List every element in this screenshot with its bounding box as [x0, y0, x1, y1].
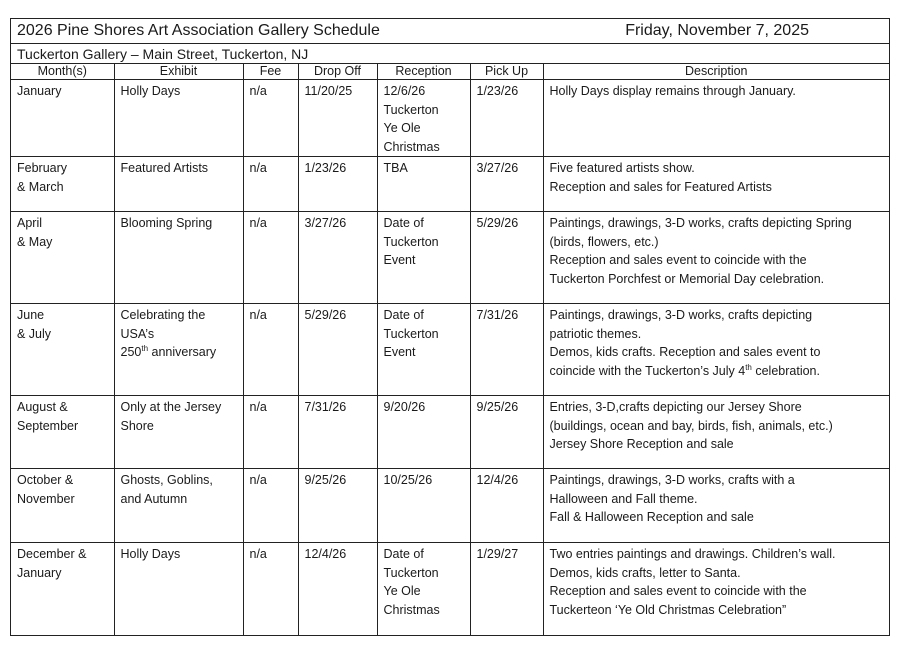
pick-up-cell: 1/29/27 — [470, 543, 543, 635]
exhibit-anniversary-number: 250 — [120, 345, 142, 359]
document-title: 2026 Pine Shores Art Association Gallery Schedule — [17, 22, 380, 39]
reception-cell: Date of Tuckerton Event — [377, 212, 470, 304]
fee-cell: n/a — [243, 396, 298, 469]
pick-up-cell: 1/23/26 — [470, 80, 543, 157]
gallery-schedule-document — [10, 18, 890, 636]
gallery-location: Tuckerton Gallery – Main Street, Tuckerton, NJ — [17, 45, 309, 62]
pick-up-cell: 5/29/26 — [470, 212, 543, 304]
col-header-exhibit: Exhibit — [114, 64, 243, 80]
description-cell: Two entries paintings and drawings. Children’s wall. Demos, kids crafts, letter to Santa. Reception and sales event to coincide with the Tuckerteon ‘Ye Old Christmas Celebration” — [549, 547, 836, 617]
description-line-start: coincide with the Tuckerton’s July 4 — [549, 363, 746, 378]
table-row — [11, 543, 889, 635]
drop-off-cell: 12/4/26 — [298, 543, 377, 635]
exhibit-cell: Holly Days — [114, 543, 243, 635]
exhibit-line: USA’s — [120, 326, 155, 341]
reception-cell: TBA — [377, 157, 470, 212]
col-header-pick-up: Pick Up — [470, 64, 543, 80]
reception-cell: Date of Tuckerton Event — [377, 304, 470, 396]
fee-cell: n/a — [243, 80, 298, 157]
reception-cell: Date of Tuckerton Ye Ole Christmas — [377, 543, 470, 635]
drop-off-cell: 1/23/26 — [298, 157, 377, 212]
drop-off-cell: 9/25/26 — [298, 469, 377, 543]
fee-cell: n/a — [243, 543, 298, 635]
drop-off-cell: 3/27/26 — [298, 212, 377, 304]
pick-up-cell: 3/27/26 — [470, 157, 543, 212]
reception-cell: 10/25/26 — [377, 469, 470, 543]
table-row — [11, 157, 889, 212]
table-row — [11, 469, 889, 543]
col-header-reception: Reception — [377, 64, 470, 80]
pick-up-cell: 12/4/26 — [470, 469, 543, 543]
table-row — [11, 304, 889, 396]
description-line — [550, 362, 884, 381]
reception-cell: 9/20/26 — [377, 396, 470, 469]
col-header-fee: Fee — [243, 64, 298, 80]
months-cell: December & January — [11, 543, 114, 635]
col-header-drop-off: Drop Off — [298, 64, 377, 80]
exhibit-cell: Ghosts, Goblins, and Autumn — [114, 469, 243, 543]
document-date: Friday, November 7, 2025 — [625, 22, 809, 39]
fee-cell: n/a — [243, 212, 298, 304]
pick-up-cell: 9/25/26 — [470, 396, 543, 469]
months-cell: August & September — [11, 396, 114, 469]
description-cell: Paintings, drawings, 3-D works, crafts with a Halloween and Fall theme. Fall & Halloween Reception and sale — [543, 469, 889, 543]
exhibit-line-tail: anniversary — [148, 345, 217, 359]
table-row — [11, 212, 889, 304]
months-cell: January — [11, 80, 114, 157]
table-row — [11, 396, 889, 469]
description-cell: Paintings, drawings, 3-D works, crafts depicting Spring (birds, flowers, etc.) Reception and sales event to coincide with the Tuckerton Porchfest or Memorial Day celebration. — [543, 212, 889, 304]
fee-cell: n/a — [243, 157, 298, 212]
drop-off-cell: 5/29/26 — [298, 304, 377, 396]
table-header-row — [11, 64, 889, 80]
col-header-description: Description — [543, 64, 889, 80]
exhibit-cell: Only at the Jersey Shore — [114, 396, 243, 469]
months-cell: April & May — [11, 212, 114, 304]
exhibit-cell: Featured Artists — [114, 157, 243, 212]
months-cell: February & March — [11, 157, 114, 212]
table-row — [11, 80, 889, 157]
exhibit-line: Celebrating the — [120, 308, 206, 322]
description-ordinal-suffix: th — [745, 362, 752, 372]
reception-cell: 12/6/26 Tuckerton Ye Ole Christmas — [377, 80, 470, 157]
drop-off-cell: 11/20/25 — [298, 80, 377, 157]
description-line-end: celebration. — [751, 363, 820, 378]
exhibit-cell: Blooming Spring — [114, 212, 243, 304]
description-cell: Holly Days display remains through January. — [543, 80, 889, 157]
months-cell: October & November — [11, 469, 114, 543]
col-header-months: Month(s) — [11, 64, 114, 80]
schedule-table — [11, 64, 889, 635]
fee-cell: n/a — [243, 469, 298, 543]
location-row — [11, 44, 889, 64]
title-row — [11, 19, 889, 44]
pick-up-cell: 7/31/26 — [470, 304, 543, 396]
exhibit-ordinal-suffix: th — [141, 343, 149, 353]
drop-off-cell: 7/31/26 — [298, 396, 377, 469]
exhibit-line — [121, 343, 237, 362]
description-text: Paintings, drawings, 3-D works, crafts depicting patriotic themes. Demos, kids crafts. Reception and sales event to — [549, 308, 821, 359]
exhibit-cell — [114, 304, 243, 396]
description-cell: Entries, 3-D,crafts depicting our Jersey Shore (buildings, ocean and bay, birds, fish, animals, etc.) Jersey Shore Reception and sale — [543, 396, 889, 469]
fee-cell: n/a — [243, 304, 298, 396]
description-cell: Five featured artists show. Reception and sales for Featured Artists — [543, 157, 889, 212]
months-cell: June & July — [11, 304, 114, 396]
exhibit-cell: Holly Days — [114, 80, 243, 157]
description-cell — [543, 304, 889, 396]
